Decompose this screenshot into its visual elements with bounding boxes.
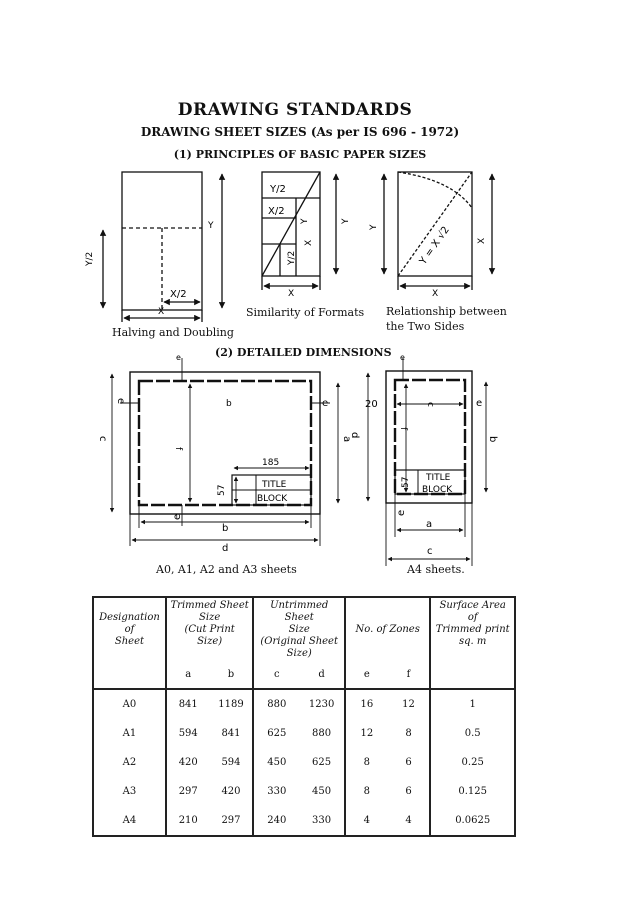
a4-e-top: e: [400, 353, 405, 362]
large-c-label: c: [97, 436, 108, 442]
large-e-right: e: [322, 398, 329, 409]
large-d-label: d: [222, 543, 229, 554]
a4-c-top-label: c: [425, 402, 435, 407]
a4-b-label: b: [487, 436, 498, 443]
sheet-size-table: [92, 596, 516, 837]
similarity-label-y-side: Y: [341, 218, 351, 224]
caption-similarity: Similarity of Formats: [246, 306, 365, 319]
large-57-label: 57: [217, 484, 227, 496]
table-row: A2 420 594 450 625 8 6 0.25: [93, 748, 515, 777]
subheader-f: f: [406, 668, 411, 680]
similarity-label-y2: Y/2: [270, 184, 286, 195]
subheader-a: a: [166, 660, 210, 689]
large-title-block-2: BLOCK: [257, 494, 288, 504]
halving-x-label: X: [158, 307, 165, 317]
section-2-heading: (2) DETAILED DIMENSIONS: [215, 346, 392, 359]
header-area: Surface Area of Trimmed print sq. m: [430, 597, 515, 660]
a4-d-label: d: [349, 432, 360, 439]
large-b-top-label: b: [226, 399, 232, 409]
a4-f-label: f: [398, 427, 408, 431]
caption-halving: Halving and Doubling: [112, 326, 234, 339]
a4-57-label: 57: [401, 476, 411, 488]
halving-y-label: Y: [208, 221, 214, 231]
caption-relationship-2: the Two Sides: [386, 320, 465, 333]
caption-a4-sheets: A4 sheets.: [407, 563, 465, 576]
subheader-e: e: [345, 660, 388, 689]
caption-relationship-1: Relationship between: [386, 305, 507, 318]
large-e-top: e: [176, 353, 181, 362]
table-row: A3 297 420 330 450 8 6 0.125: [93, 777, 515, 806]
table-subheader-row: [93, 660, 515, 689]
page-subtitle: DRAWING SHEET SIZES (As per IS 696 - 1972): [140, 125, 460, 139]
large-sheet-diagram: [112, 358, 338, 546]
caption-large-sheets: A0, A1, A2 and A3 sheets: [156, 563, 297, 576]
subheader-b: b: [227, 668, 235, 680]
a4-c-label: c: [427, 546, 433, 557]
large-e-bottom: e: [172, 513, 183, 520]
halving-y-half-label: Y/2: [85, 251, 95, 266]
large-185-label: 185: [262, 458, 280, 468]
similarity-label-x-small: X: [304, 239, 314, 246]
a4-e-bottom: e: [396, 509, 407, 516]
table-row: A0 841 1189 880 1230 16 12 1: [93, 689, 515, 719]
halving-x-half-label: X/2: [170, 289, 187, 300]
relationship-x-side-label: X: [477, 237, 487, 244]
page-title: DRAWING STANDARDS: [177, 100, 413, 120]
large-title-block-1: TITLE: [262, 480, 287, 490]
relationship-x-label: X: [432, 289, 439, 299]
a4-title-block-2: BLOCK: [422, 485, 453, 495]
a4-title-block-1: TITLE: [426, 473, 451, 483]
subheader-d: d: [318, 668, 325, 680]
similarity-label-y2b: Y/2: [287, 250, 297, 265]
large-b-label: b: [222, 523, 229, 534]
a4-a-label: a: [426, 519, 433, 530]
large-f-label: f: [173, 447, 183, 451]
header-zones: No. of Zones: [345, 597, 430, 660]
similarity-label-x: X: [288, 289, 295, 299]
table-header-row: [93, 597, 515, 660]
a4-e-right: e: [476, 398, 483, 409]
relationship-y-label: Y: [369, 224, 379, 230]
subheader-c: c: [253, 660, 299, 689]
large-e-left: e: [115, 398, 126, 405]
header-designation: Designation of Sheet: [99, 612, 160, 647]
section-1-heading: (1) PRINCIPLES OF BASIC PAPER SIZES: [173, 148, 427, 161]
similarity-label-y: Y: [300, 218, 310, 224]
similarity-label-x2: X/2: [268, 206, 285, 217]
a4-20-label: 20: [365, 399, 378, 410]
table-row: A1 594 841 625 880 12 8 0.5: [93, 719, 515, 748]
large-a-label: a: [341, 436, 352, 443]
header-trimmed: Trimmed Sheet Size (Cut Print Size): [166, 597, 254, 660]
table-row: A4 210 297 240 330 4 4 0.0625: [93, 806, 515, 836]
halving-diagram: [103, 172, 222, 322]
a4-sheet-diagram: [368, 358, 486, 566]
header-untrimmed: Untrimmed Sheet Size (Original Sheet Size): [253, 597, 345, 660]
relationship-formula: Y = X √2: [417, 224, 452, 267]
